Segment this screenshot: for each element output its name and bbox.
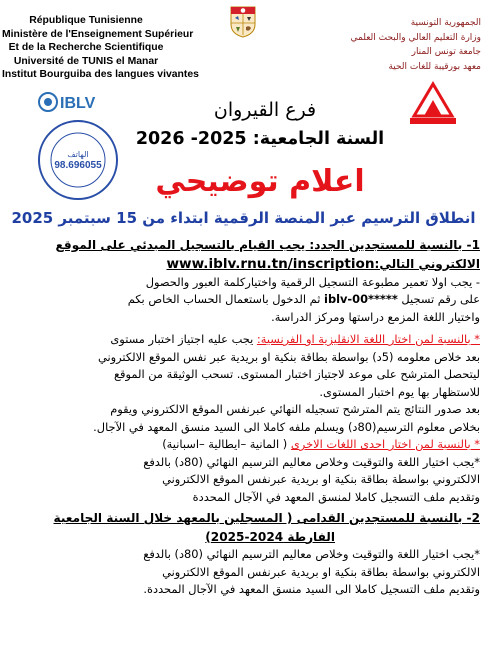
notice-body bbox=[10, 236, 480, 599]
institute-stamp bbox=[36, 118, 120, 202]
section2-line1: *يجب اختيار اللغة والتوقيت وخلاص معاليم الترسيم النهائي (80د) بالدفع bbox=[143, 547, 480, 561]
main-title: اعلام توضيحي bbox=[155, 164, 365, 199]
p1-line2-post: ثم الدخول باستعمال الحساب الخاص بكم bbox=[127, 292, 321, 306]
section1-p2-line1 bbox=[10, 331, 480, 349]
section1-heading-b: الالكتروني التالي: bbox=[374, 256, 480, 271]
academic-year: السنة الجامعية: 2025- 2026 bbox=[135, 129, 385, 149]
subtitle: انطلاق الترسيم عبر المنصة الرقمية ابتداء من 15 سبتمبر 2025 bbox=[11, 209, 476, 227]
section2-heading-line1: 2- بالنسبة للمستجدين القدامى ( المسجلين بالمعهد خلال السنة الجامعية bbox=[53, 511, 480, 525]
english-french-note: * بالنسبة لمن اختار اللغة الانقليزية او الفرنسية: bbox=[256, 332, 480, 346]
p1-line2-pre: على رقم تسجيل bbox=[401, 292, 480, 306]
header-fr-line: Ministère de l'Enseignement Supérieur bbox=[2, 28, 194, 40]
header-fr-line: Institut Bourguiba des langues vivantes bbox=[2, 69, 199, 81]
section1-p3-line2: بخلاص معلوم الترسيم(80د) ويسلم ملفه كاملا الى السيد منسق المعهد في الآجال. bbox=[93, 419, 480, 434]
section2-heading-line2: الفارطة 2024-2025) bbox=[205, 529, 335, 544]
institute-logo-right bbox=[404, 78, 462, 128]
section1-heading-line2 bbox=[10, 255, 480, 274]
stamp-phone: 98.696055 bbox=[54, 160, 102, 171]
header-ar-line: جامعة تونس المنار bbox=[411, 47, 481, 57]
header-fr-line: République Tunisienne bbox=[29, 15, 143, 26]
header-arabic bbox=[331, 16, 481, 74]
registration-code: iblv-00***** bbox=[324, 292, 398, 306]
section1-p2-line3: ليتحصل المترشح على موعد لاجتياز اختبار المستوى. تسحب الوثيقة من الموقع bbox=[114, 367, 480, 381]
section2-line3: وتقديم ملف التسجيل كاملا الى السيد منسق المعهد في الآجال المحددة. bbox=[143, 582, 480, 596]
section1-p4-line2: الالكتروني بواسطة بطاقة بنكية او بريدية عبرنفس الموقع الالكتروني bbox=[162, 472, 480, 486]
branch-title: فرع القيروان bbox=[213, 99, 317, 121]
iblv-logo bbox=[38, 91, 114, 113]
section1-p1-line2 bbox=[10, 291, 480, 309]
section1-p3-line1: بعد صدور النتائج يتم المترشح تسجيله النهائي عبرنفس الموقع الالكتروني ويقوم bbox=[110, 402, 480, 416]
p2-line1-rest: يجب عليه اجتياز اختبار مستوى bbox=[110, 332, 254, 346]
section1-p2-line4: للاستظهار بها يوم اختبار المستوى. bbox=[319, 384, 480, 399]
header-ar-line: وزارة التعليم العالي والبحث العلمي bbox=[350, 32, 481, 43]
header-fr-line: Université de TUNIS el Manar bbox=[13, 55, 159, 67]
header-ar-line: الجمهورية التونسية bbox=[410, 18, 481, 28]
header-ar-line: معهد بورقيبة للغات الحية bbox=[388, 61, 481, 72]
header-fr-line: Et de la Recherche Scientifique bbox=[8, 42, 164, 54]
tunisia-emblem-icon bbox=[228, 4, 258, 38]
section1-p1-line1: - يجب اولا تعمير مطبوعة التسجيل الرقمية واختياركلمة العبور والحصول bbox=[145, 274, 480, 289]
section1-p4-line1: *يجب اختيار اللغة والتوقيت وخلاص معاليم الترسيم النهائي (80د) بالدفع bbox=[143, 454, 480, 469]
section1-heading-line1: 1- بالنسبة للمستجدين الجدد: يجب القيام بالتسجيل المبدئي على الموقع bbox=[55, 238, 480, 252]
registration-url[interactable]: www.iblv.rnu.tn/inscription bbox=[166, 255, 375, 272]
section1-p2-line2: بعد خلاص معلومه (5د) بواسطة بطاقة بنكية او بريدية عبر نفس الموقع الالكتروني bbox=[97, 349, 480, 364]
stamp-phone-label: الهاتف bbox=[67, 150, 89, 159]
iblv-logo-text: IBLV bbox=[60, 95, 96, 112]
other-languages-red: * بالنسبة لمن اختار احدى اللغات الاخرى bbox=[290, 437, 480, 451]
section2-line2: الالكتروني بواسطة بطاقة بنكية او بريدية عبرنفس الموقع الالكتروني bbox=[162, 564, 480, 579]
other-languages-list: ( المانية –ايطالية –اسبانية) bbox=[162, 437, 288, 451]
header-french bbox=[2, 14, 199, 82]
section1-p1-line3: واختيار اللغة المزمع دراستها ومركز الدراسة. bbox=[271, 309, 480, 324]
section1-p4-line3: وتقديم ملف التسجيل كاملا لمنسق المعهد في الآجال المحددة bbox=[192, 489, 480, 504]
other-languages-note bbox=[10, 436, 480, 454]
